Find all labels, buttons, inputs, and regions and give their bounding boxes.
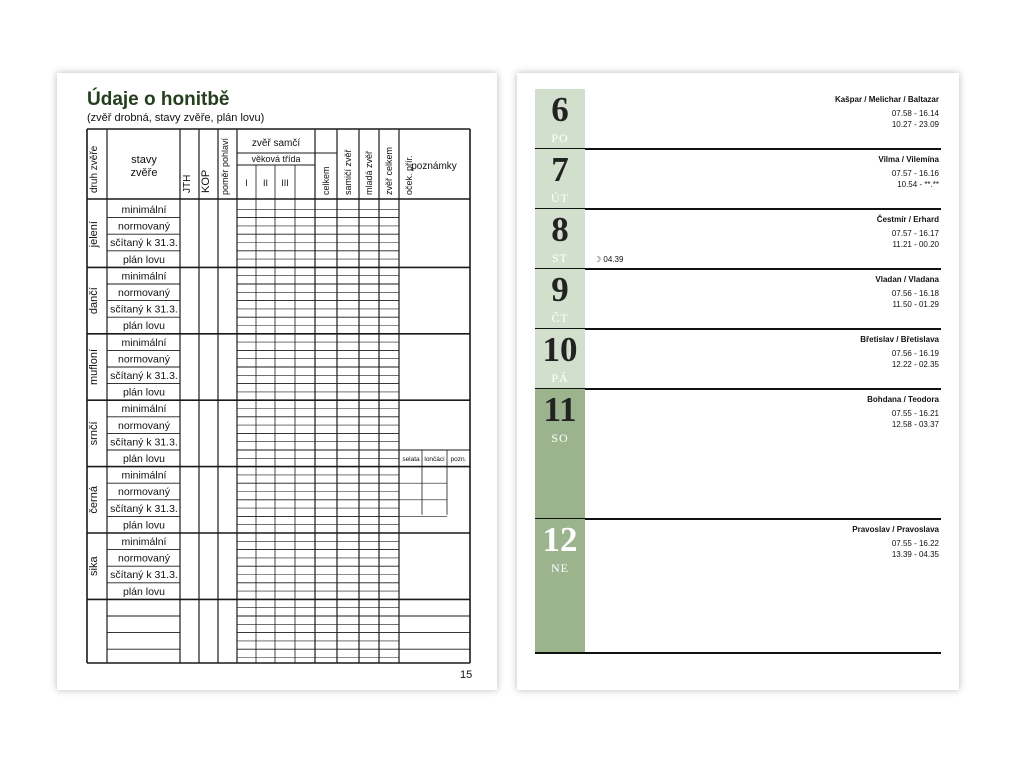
day-number: 7	[551, 150, 569, 189]
header-celkem: celkem	[321, 166, 331, 195]
day-number: 9	[551, 270, 569, 309]
header-ocek-prir: oček. přír.	[404, 155, 414, 195]
left-page	[57, 73, 497, 690]
name-day: Bohdana / Teodora	[867, 395, 939, 404]
species-label: mufloní	[88, 348, 100, 386]
header-zvere: zvěře	[130, 167, 158, 179]
day-rule	[535, 388, 941, 390]
row-label: normovaný	[118, 486, 170, 499]
sun-times: 07.57 - 16.16	[891, 169, 939, 178]
row-label: plán lovu	[122, 320, 166, 333]
day-strip-12	[535, 519, 585, 653]
row-label: normovaný	[118, 353, 170, 366]
day-rule	[535, 518, 941, 520]
sun-times: 07.55 - 16.21	[891, 409, 939, 418]
sun-times: 07.57 - 16.17	[891, 229, 939, 238]
moon-times: 10.27 - 23.09	[891, 120, 939, 129]
page-subtitle: (zvěř drobná, stavy zvěře, plán lovu)	[87, 112, 265, 124]
row-label: normovaný	[118, 552, 170, 565]
row-label: normovaný	[118, 220, 170, 233]
day-rule	[535, 268, 941, 270]
day-strip-11	[535, 389, 585, 519]
notes-sub-header: selata	[402, 456, 420, 463]
sun-times: 07.55 - 16.22	[891, 539, 939, 548]
day-info	[852, 524, 939, 560]
day-strip-8	[535, 209, 585, 269]
header-vekova-trida: věková třída	[251, 154, 301, 164]
sun-times: 07.58 - 16.14	[891, 109, 939, 118]
moon-times: 12.58 - 03.37	[891, 420, 939, 429]
day-rule	[535, 652, 941, 654]
row-label: minimální	[121, 270, 167, 283]
day-number: 11	[543, 390, 577, 429]
day-info	[878, 154, 939, 190]
day-name: ÚT	[551, 191, 569, 205]
day-rule	[535, 148, 941, 150]
row-label: sčítaný k 31.3.	[110, 569, 178, 582]
row-label: plán lovu	[122, 585, 166, 598]
row-label: plán lovu	[122, 386, 166, 399]
header-mlada-zver: mladá zvěř	[364, 150, 374, 195]
row-label: sčítaný k 31.3.	[110, 502, 178, 515]
name-day: Pravoslav / Pravoslava	[852, 525, 939, 534]
notes-sub-header: pozn.	[450, 456, 467, 463]
day-rule	[535, 208, 941, 210]
day-name: PÁ	[551, 371, 569, 385]
row-label: sčítaný k 31.3.	[110, 237, 178, 250]
header-zver-samci: zvěř samčí	[251, 138, 301, 149]
header-pomer-pohlavi: poměr pohlaví	[220, 137, 230, 195]
day-rule	[535, 328, 941, 330]
day-strip-9	[535, 269, 585, 329]
moon-times: 10.54 - **.**	[897, 180, 939, 189]
row-label: sčítaný k 31.3.	[110, 436, 178, 449]
header-druh-zvere: druh zvěře	[89, 145, 100, 193]
moon-times: 13.39 - 04.35	[891, 550, 939, 559]
day-info	[867, 394, 939, 430]
day-info	[875, 274, 939, 310]
name-day: Břetislav / Břetislava	[860, 335, 939, 344]
day-info	[877, 214, 939, 250]
name-day: Kašpar / Melichar / Baltazar	[834, 95, 939, 104]
sun-times: 07.56 - 16.19	[891, 349, 939, 358]
day-name: SO	[551, 431, 569, 445]
header-jth: JTH	[182, 174, 193, 193]
header-class-2: II	[262, 178, 269, 188]
day-name: ST	[551, 251, 568, 265]
moon-times: 11.21 - 00.20	[892, 240, 939, 249]
row-label: minimální	[121, 469, 167, 482]
day-number: 12	[542, 520, 578, 559]
species-label: sika	[88, 556, 100, 576]
day-strip-10	[535, 329, 585, 389]
day-info	[835, 94, 939, 130]
row-label: minimální	[121, 403, 167, 416]
day-strip-6	[535, 89, 585, 149]
page-title: Údaje o honitbě	[87, 89, 230, 110]
notes-sub-header: lončáci	[424, 456, 445, 463]
header-class-1: I	[245, 178, 248, 188]
day-name: NE	[551, 561, 569, 575]
row-label: plán lovu	[122, 253, 166, 266]
row-label: minimální	[121, 536, 167, 548]
row-label: sčítaný k 31.3.	[110, 370, 178, 382]
species-label: jelení	[88, 221, 100, 248]
header-poznamky: poznámky	[411, 161, 457, 172]
day-name: PO	[551, 131, 569, 145]
sun-times: 07.56 - 16.18	[891, 289, 939, 298]
header-kop: KOP	[200, 169, 212, 193]
moon-times: 11.50 - 01.29	[892, 300, 939, 309]
day-number: 6	[551, 90, 569, 129]
moon-times: 12.22 - 02.35	[891, 360, 939, 369]
name-day: Vilma / Vilemína	[878, 155, 939, 164]
day-info	[860, 334, 939, 370]
page-number: 15	[460, 669, 473, 681]
row-label: minimální	[121, 204, 167, 216]
header-stavy: stavy	[131, 154, 157, 166]
name-day: Čestmír / Erhard	[876, 215, 939, 224]
species-label: černá	[88, 486, 100, 514]
day-strip-7	[535, 149, 585, 209]
header-class-3: III	[281, 178, 289, 188]
species-label: dančí	[88, 287, 100, 315]
moon-phase: ☽ 04.39	[594, 255, 624, 264]
row-label: normovaný	[118, 287, 170, 299]
row-label: plán lovu	[122, 519, 166, 532]
day-number: 8	[551, 210, 569, 249]
species-label: srnčí	[88, 421, 100, 446]
hunting-data-table	[57, 73, 497, 690]
row-label: normovaný	[118, 419, 170, 432]
day-name: ČT	[551, 311, 569, 325]
row-label: plán lovu	[122, 453, 166, 465]
name-day: Vladan / Vladana	[875, 275, 939, 284]
row-label: sčítaný k 31.3.	[110, 303, 178, 316]
header-zver-celkem: zvěř celkem	[384, 146, 394, 195]
row-label: minimální	[121, 336, 167, 349]
day-number: 10	[542, 330, 578, 369]
right-page	[517, 73, 959, 690]
header-samici-zver: samičí zvěř	[343, 149, 353, 195]
